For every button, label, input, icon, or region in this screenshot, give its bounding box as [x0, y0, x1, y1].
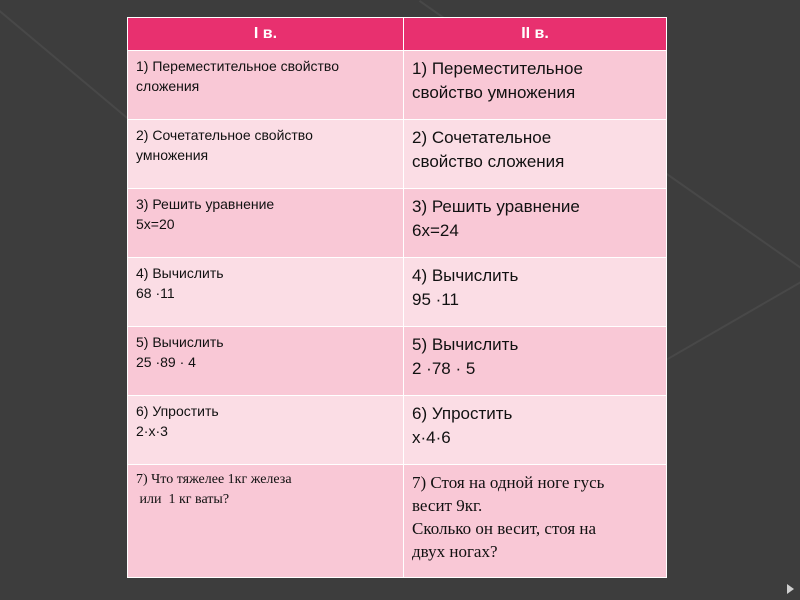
task-cell-variant-2: 2) Сочетательное свойство сложения: [404, 120, 667, 189]
table-row: [128, 51, 667, 120]
header-row: [128, 18, 667, 51]
task-cell-variant-1: 4) Вычислить 68 ·11: [128, 258, 404, 327]
task-cell-variant-2: 6) Упростить х·4·6: [404, 396, 667, 465]
task-cell-variant-2: 7) Стоя на одной ноге гусь весит 9кг. Сколько он весит, стоя на двух ногах?: [404, 465, 667, 578]
table-row: [128, 189, 667, 258]
task-cell-variant-1: 6) Упростить 2·х·3: [128, 396, 404, 465]
tasks-table: [127, 17, 667, 578]
next-slide-arrow-icon[interactable]: [787, 584, 794, 594]
task-cell-variant-1: 1) Переместительное свойство сложения: [128, 51, 404, 120]
table-row: [128, 120, 667, 189]
task-cell-variant-2: 3) Решить уравнение 6х=24: [404, 189, 667, 258]
task-cell-variant-2: 1) Переместительное свойство умножения: [404, 51, 667, 120]
task-cell-variant-1: 3) Решить уравнение 5х=20: [128, 189, 404, 258]
header-variant-2: II в.: [404, 18, 667, 51]
table-row: [128, 396, 667, 465]
table-row: [128, 465, 667, 578]
task-cell-variant-1: 7) Что тяжелее 1кг железа или 1 кг ваты?: [128, 465, 404, 578]
task-cell-variant-2: 4) Вычислить 95 ·11: [404, 258, 667, 327]
table-row: [128, 327, 667, 396]
task-cell-variant-2: 5) Вычислить 2 ·78 · 5: [404, 327, 667, 396]
header-variant-1: I в.: [128, 18, 404, 51]
table-row: [128, 258, 667, 327]
task-cell-variant-1: 5) Вычислить 25 ·89 · 4: [128, 327, 404, 396]
task-cell-variant-1: 2) Сочетательное свойство умножения: [128, 120, 404, 189]
